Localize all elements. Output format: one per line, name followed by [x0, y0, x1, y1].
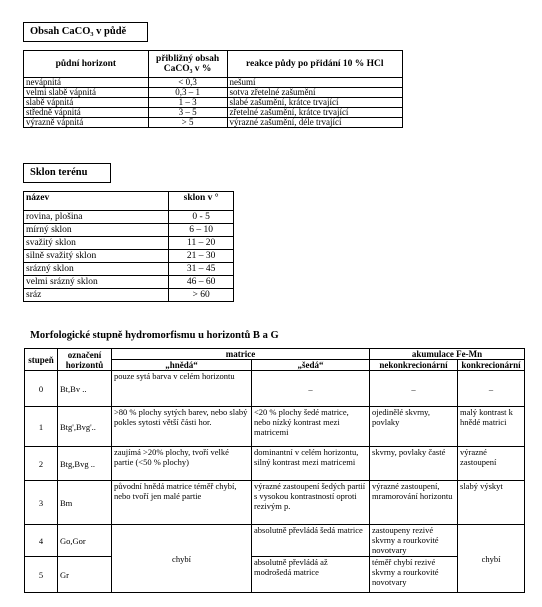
- cell-horizont: velmi slabě vápnitá: [24, 88, 149, 98]
- table-row: [24, 289, 234, 302]
- column-header-seda: „šedá“: [252, 360, 370, 371]
- slope-section-title: Sklon terénu: [23, 163, 111, 183]
- cell-oznaceni: Btg',Bvg'..: [58, 407, 112, 447]
- table-row: [25, 371, 525, 407]
- table-row: [24, 237, 234, 250]
- column-header-akumulace: akumulace Fe-Mn: [370, 349, 525, 360]
- cell-nekonk: skvrny, povlaky časté: [370, 447, 458, 481]
- cell-konk: slabý výskyt: [458, 481, 525, 525]
- cell-nekonk: zastoupeny rezivé skvrny a rourkovité novotvary: [370, 525, 458, 557]
- cell-nazev: srázný sklon: [24, 263, 169, 276]
- cell-oznaceni: Gr: [58, 557, 112, 593]
- cell-horizont: slabě vápnitá: [24, 98, 149, 108]
- cell-konk: malý kontrast k hnědé matrici: [458, 407, 525, 447]
- cell-seda: dominantní v celém horizontu, silný kontrast mezi matricemi: [252, 447, 370, 481]
- table-header-row: [24, 192, 234, 211]
- cell-horizont: středně vápnitá: [24, 108, 149, 118]
- caco3-table: [23, 50, 403, 128]
- column-header-oznaceni: označení horizontů: [58, 349, 112, 371]
- column-header: reakce půdy po přidání 10 % HCl: [227, 51, 403, 78]
- table-row: [24, 78, 403, 88]
- cell-reakce: slabé zašumění, krátce trvající: [227, 98, 403, 108]
- cell-nekonk: téměř chybí rezivé skvrny a rourkovité novotvary: [370, 557, 458, 593]
- table-row: [24, 98, 403, 108]
- cell-hneda: >80 % plochy sytých barev, nebo slabý pokles sytosti větší části hor.: [112, 407, 252, 447]
- table-row: [25, 557, 525, 593]
- cell-obsah: 3 – 5: [148, 108, 227, 118]
- cell-nazev: sráz: [24, 289, 169, 302]
- table-row: [24, 224, 234, 237]
- cell-seda: absolutně převládá šedá matrice: [252, 525, 370, 557]
- slope-table: [23, 191, 234, 302]
- table-row: [24, 250, 234, 263]
- table-row: [24, 88, 403, 98]
- cell-stupen: 5: [25, 557, 58, 593]
- cell-hneda: zaujímá >20% plochy, tvoří velké partie (<50 % plochy): [112, 447, 252, 481]
- column-header-nekonkrecionarni: nekonkrecionární: [370, 360, 458, 371]
- cell-sklon: 6 – 10: [169, 224, 234, 237]
- cell-nekonk: –: [370, 371, 458, 407]
- cell-stupen: 1: [25, 407, 58, 447]
- caco3-section-title: Obsah CaCO₃ v půdě: [23, 22, 148, 42]
- table-header-row: [24, 51, 403, 78]
- column-header-konkrecionarni: konkrecionární: [458, 360, 525, 371]
- cell-nekonk: výrazné zastoupení, mramorování horizontu: [370, 481, 458, 525]
- cell-seda: –: [252, 371, 370, 407]
- table-header-row: [25, 349, 525, 360]
- column-header-stupen: stupeň: [25, 349, 58, 371]
- cell-stupen: 2: [25, 447, 58, 481]
- cell-seda: výrazné zastoupení šedých partií s vysokou kontrastností oproti rezivým p.: [252, 481, 370, 525]
- cell-hneda-chybi: chybí: [112, 525, 252, 593]
- table-row: [25, 447, 525, 481]
- cell-reakce: zřetelné zašumění, krátce trvající: [227, 108, 403, 118]
- cell-sklon: 31 – 45: [169, 263, 234, 276]
- cell-obsah: < 0,3: [148, 78, 227, 88]
- table-row: [24, 118, 403, 128]
- cell-horizont: výrazně vápnitá: [24, 118, 149, 128]
- cell-oznaceni: Go,Gor: [58, 525, 112, 557]
- table-row: [25, 525, 525, 557]
- table-row: [24, 263, 234, 276]
- cell-nekonk: ojedinělé skvrny, povlaky: [370, 407, 458, 447]
- cell-hneda: pouze sytá barva v celém horizontu: [112, 371, 252, 407]
- cell-reakce: sotva zřetelné zašumění: [227, 88, 403, 98]
- cell-reakce: nešumí: [227, 78, 403, 88]
- cell-seda: absolutně převládá až modrošedá matrice: [252, 557, 370, 593]
- column-header: název: [24, 192, 169, 211]
- column-header: půdní horizont: [24, 51, 149, 78]
- column-header: přibližný obsah CaCO₃ v %: [148, 51, 227, 78]
- column-header-hneda: „hnědá“: [112, 360, 252, 371]
- cell-nazev: svažitý sklon: [24, 237, 169, 250]
- cell-sklon: 21 – 30: [169, 250, 234, 263]
- cell-nazev: mírný sklon: [24, 224, 169, 237]
- cell-obsah: 1 – 3: [148, 98, 227, 108]
- table-row: [24, 108, 403, 118]
- cell-stupen: 3: [25, 481, 58, 525]
- table-row: [25, 481, 525, 525]
- cell-konk: výrazné zastoupení: [458, 447, 525, 481]
- cell-nazev: velmi srázný sklon: [24, 276, 169, 289]
- table-row: [25, 407, 525, 447]
- cell-sklon: > 60: [169, 289, 234, 302]
- table-row: [24, 211, 234, 224]
- cell-stupen: 4: [25, 525, 58, 557]
- cell-seda: <20 % plochy šedé matrice, nebo nízký kontrast mezi matricemi: [252, 407, 370, 447]
- hydromorphism-table: [24, 348, 525, 593]
- cell-oznaceni: Bt,Bv ..: [58, 371, 112, 407]
- table-row: [24, 276, 234, 289]
- cell-nazev: rovina, plošina: [24, 211, 169, 224]
- cell-reakce: výrazné zašumění, déle trvající: [227, 118, 403, 128]
- column-header: sklon v °: [169, 192, 234, 211]
- cell-sklon: 11 – 20: [169, 237, 234, 250]
- cell-hneda: původní hnědá matrice téměř chybí, nebo tvoří jen malé partie: [112, 481, 252, 525]
- cell-sklon: 0 - 5: [169, 211, 234, 224]
- cell-horizont: nevápnitá: [24, 78, 149, 88]
- hydromorphism-section-title: Morfologické stupně hydromorfismu u horizontů B a G: [30, 330, 279, 341]
- cell-obsah: 0,3 – 1: [148, 88, 227, 98]
- cell-konk: –: [458, 371, 525, 407]
- cell-sklon: 46 – 60: [169, 276, 234, 289]
- cell-konk-chybi: chybí: [458, 525, 525, 593]
- cell-nazev: silně svažitý sklon: [24, 250, 169, 263]
- cell-oznaceni: Btg,Bvg ..: [58, 447, 112, 481]
- cell-stupen: 0: [25, 371, 58, 407]
- cell-oznaceni: Bm: [58, 481, 112, 525]
- column-header-matrice: matrice: [112, 349, 370, 360]
- cell-obsah: > 5: [148, 118, 227, 128]
